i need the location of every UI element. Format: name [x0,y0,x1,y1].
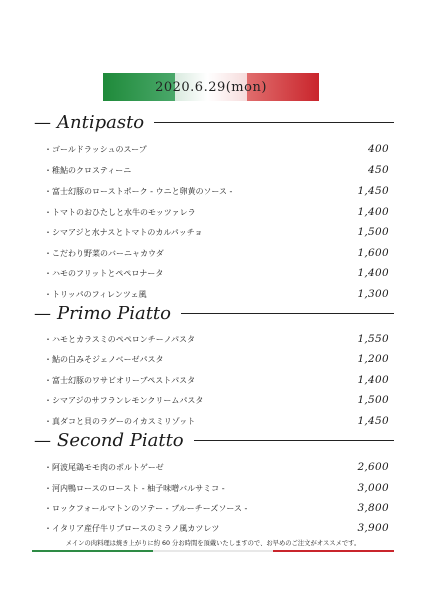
section-antipasto-heading [34,112,394,133]
menu-item-price: 1,450 [357,185,389,197]
menu-item-price: 1,400 [357,374,389,386]
section-rule [194,440,394,441]
menu-item [44,372,389,388]
menu-item-price: 3,000 [357,482,389,494]
menu-item [44,245,389,261]
section-rule [154,122,394,123]
menu-item-price: 1,200 [357,353,389,365]
menu-item-price: 1,500 [357,394,389,406]
menu-item-price: 1,400 [357,267,389,279]
menu-item-name: ・鮎の白みそジェノベーゼパスタ [44,354,164,364]
menu-item-price: 1,300 [357,288,389,300]
section-second-piatto-heading [34,430,394,451]
menu-item [44,204,389,220]
date-banner [103,73,319,101]
section-dash: — [34,112,51,133]
menu-item [44,459,389,475]
menu-item [44,265,389,281]
menu-item-price: 400 [368,143,389,155]
menu-item-name: ・イタリア産仔牛リブロースのミラノ風カツレツ [44,523,220,533]
menu-item-name: ・富士幻豚のローストポーク - ウニと卵黄のソース - [44,186,233,196]
menu-item-name: ・稚鮎のクロスティーニ [44,165,132,175]
section-dash: — [34,430,51,451]
menu-item [44,141,389,157]
menu-date: 2020.6.29(mon) [155,79,267,95]
menu-item-price: 450 [368,164,389,176]
menu-item-price: 1,450 [357,415,389,427]
menu-item-name: ・ロックフォールマトンのソテー - ブルーチーズソース - [44,503,248,513]
menu-item-price: 3,900 [357,522,389,534]
menu-item [44,331,389,347]
menu-item-price: 1,400 [357,206,389,218]
menu-item-name: ・トマトのおひたしと水牛のモッツァレラ [44,207,196,217]
menu-item [44,500,389,516]
menu-item-name: ・こだわり野菜のバーニャカウダ [44,248,164,258]
menu-item [44,351,389,367]
menu-item [44,224,389,240]
section-title: Second Piatto [57,430,184,451]
menu-item-name: ・シマアジのサフランレモンクリームパスタ [44,395,204,405]
section-title: Antipasto [57,112,145,133]
menu-item-price: 1,500 [357,226,389,238]
footer-note: メインの肉料理は焼き上がりに約 60 分お時間を頂戴いたしますので、お早めのご注文がオススメです。 [65,540,361,547]
footer-flag-rule [32,550,394,552]
menu-item [44,413,389,429]
menu-item [44,162,389,178]
section-dash: — [34,303,51,324]
menu-item-name: ・河内鴨ロースのロースト - 柚子味噌バルサミコ - [44,483,225,493]
footer-stripe-red [273,550,394,552]
footer-stripe-green [32,550,153,552]
menu-item [44,520,389,536]
menu-item-name: ・真ダコと貝のラグーのイカスミリゾット [44,416,196,426]
menu-item-name: ・富士幻豚のワサビオリーブペストパスタ [44,375,196,385]
menu-item-name: ・シマアジと水ナスとトマトのカルパッチョ [44,227,203,237]
menu-item [44,183,389,199]
section-title: Primo Piatto [57,303,172,324]
menu-item-price: 3,800 [357,502,389,514]
section-rule [181,313,394,314]
menu-item-price: 1,550 [357,333,389,345]
menu-item-name: ・ゴールドラッシュのスープ [44,144,147,154]
menu-item-price: 2,600 [357,461,389,473]
section-primo-piatto-heading [34,303,394,324]
menu-item [44,480,389,496]
footer-stripe-white [153,550,274,552]
menu-item-name: ・阿波尾鶏モモ肉のポルトゲーゼ [44,462,164,472]
menu-item-name: ・トリッパのフィレンツェ風 [44,289,147,299]
menu-item [44,392,389,408]
menu-item [44,286,389,302]
menu-item-name: ・ハモのフリットとペペロナータ [44,268,164,278]
menu-item-name: ・ハモとカラスミのペペロンチーノパスタ [44,334,195,344]
menu-item-price: 1,600 [357,247,389,259]
